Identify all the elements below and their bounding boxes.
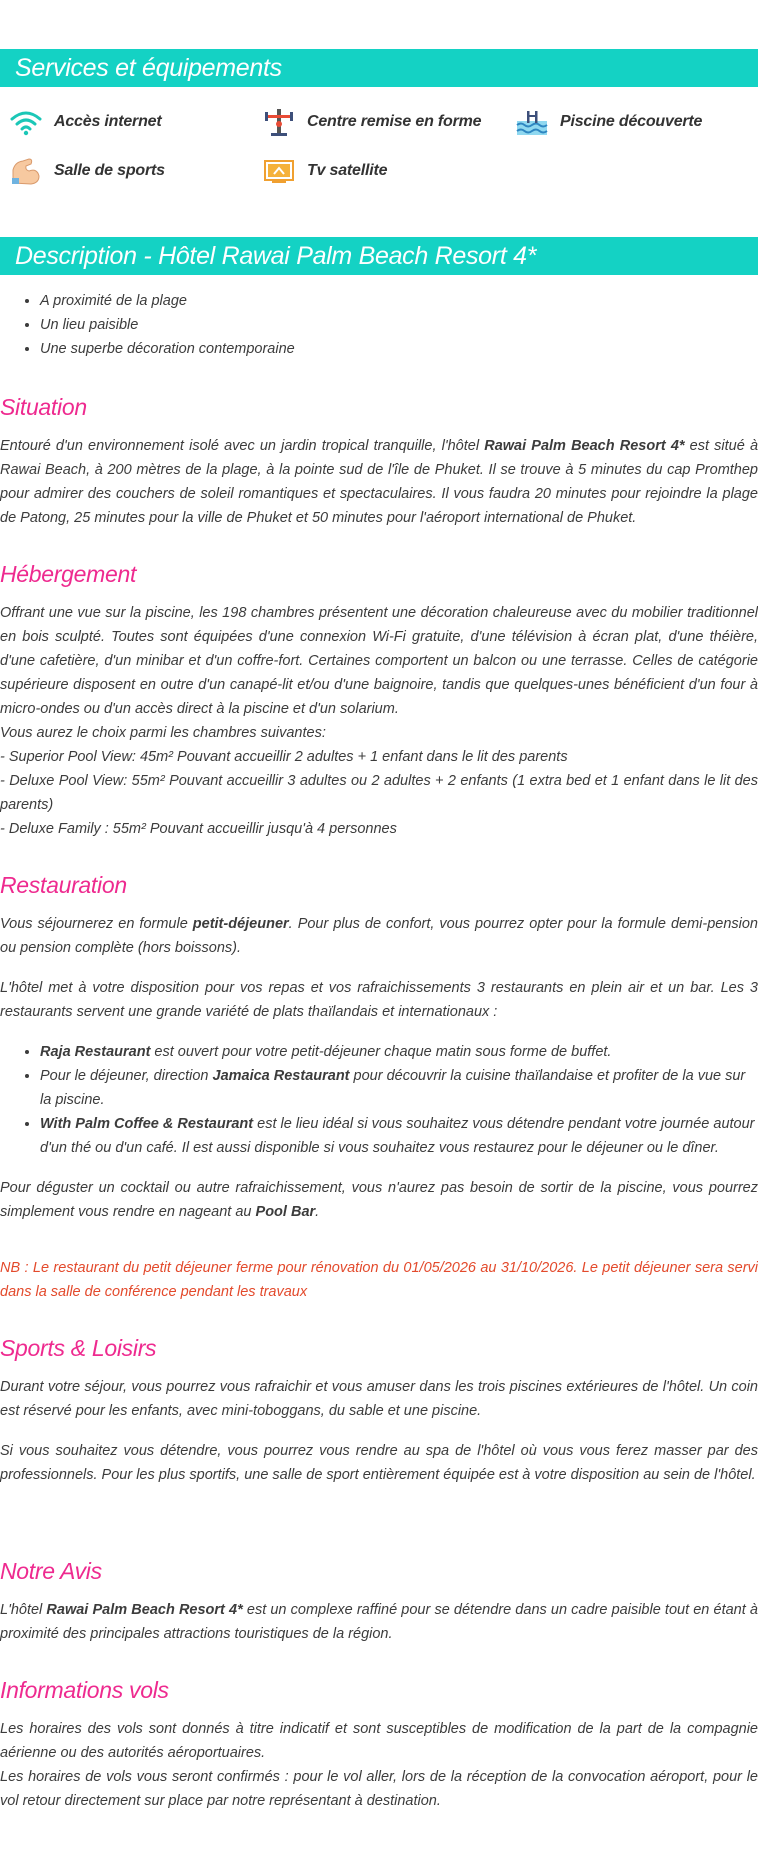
situation-text: Entouré d'un environnement isolé avec un jardin tropical tranquille, l'hôtel Rawai Palm Beach Resort 4* est situé à Rawai Beach, à 200 mètres de la plage, à la pointe sud de l'île de Phuket. Il se trouve à 5 minutes du cap Promthep pour admirer des couchers de soleil romantiques et spectaculaires. Il vous faudra 20 minutes pour rejoindre la plage de Patong, 25 minutes pour la ville de Phuket et 50 minutes pour l'aéroport international de Phuket. <box>0 438 758 526</box>
service-label: Centre remise en forme <box>307 113 482 130</box>
sports-text-2: Si vous souhaitez vous détendre, vous pourrez vous rendre au spa de l'hôtel où vous vous ferez masser par des professionnels. Pour les plus sportifs, une salle de sport entièrement équipée est à votre disposition au sein de l'hôtel. <box>0 1443 758 1483</box>
restaurant-list <box>0 1040 758 1160</box>
vols-heading: Informations vols <box>0 1677 169 1703</box>
service-item-fitness <box>262 107 481 137</box>
pool-icon <box>515 107 549 137</box>
services-banner <box>0 49 758 87</box>
highlights-list <box>0 289 758 361</box>
list-item: • Un lieu paisible <box>40 313 758 337</box>
muscle-arm-icon <box>9 156 43 186</box>
sports-section <box>0 1333 758 1487</box>
satellite-tv-icon <box>262 156 296 186</box>
list-item: • A proximité de la plage <box>40 289 758 313</box>
hebergement-section <box>0 559 758 841</box>
service-label: Salle de sports <box>54 162 165 179</box>
services-title: Services et équipements <box>15 54 282 82</box>
fitness-icon <box>262 107 296 137</box>
hebergement-text: Offrant une vue sur la piscine, les 198 chambres présentent une décoration chaleureuse avec du mobilier traditionnel en bois sculpté. Toutes sont équipées d'une connexion Wi-Fi gratuite, d'une télévision à écran plat, d'une théière, d'une cafetière, d'un minibar et d'un coffre-fort. Certaines comportent un balcon ou une terrasse. Celles de catégorie supérieure disposent en outre d'un canapé-lit et/ou d'une baignoire, tandis que quelques-unes bénéficient d'un four à micro-ondes ou d'un accès direct à la piscine et d'un solarium. <box>0 605 758 717</box>
restauration-nb: NB : Le restaurant du petit déjeuner ferme pour rénovation du 01/05/2026 au 31/10/2026. Le petit déjeuner sera servi dans la salle de conférence pendant les travaux <box>0 1260 758 1300</box>
sports-text: Durant votre séjour, vous pourrez vous rafraichir et vous amuser dans les trois piscines extérieures de l'hôtel. Un coin est réservé pour les enfants, avec mini-toboggans, du sable et une piscine. <box>0 1379 758 1419</box>
service-item-tv <box>262 156 387 186</box>
hebergement-line: - Superior Pool View: 45m² Pouvant accueillir 2 adultes + 1 enfant dans le lit des parents <box>0 749 568 765</box>
sports-heading: Sports & Loisirs <box>0 1335 157 1361</box>
service-item-gym <box>9 156 165 186</box>
service-label: Tv satellite <box>307 162 388 179</box>
service-label: Accès internet <box>54 113 162 130</box>
restauration-text-3: Pour déguster un cocktail ou autre rafraichissement, vous n'aurez pas besoin de sortir de la piscine, vous pourrez simplement vous rendre en nageant au Pool Bar. <box>0 1180 758 1220</box>
avis-section <box>0 1556 758 1646</box>
restauration-text-2: L'hôtel met à votre disposition pour vos repas et vos rafraichissements 3 restaurants en plein air et un bar. Les 3 restaurants servent une grande variété de plats thaïlandais et internationaux : <box>0 980 758 1020</box>
list-item: • With Palm Coffee & Restaurant est le lieu idéal si vous souhaitez vous détendre pendant votre journée autour d'un thé ou d'un café. Il est aussi disponible si vous souhaitez vous restaurez pour le déjeuner ou le dîner. <box>40 1112 758 1160</box>
vols-section <box>0 1675 758 1813</box>
avis-text: L'hôtel Rawai Palm Beach Resort 4* est un complexe raffiné pour se détendre dans un cadre paisible tout en étant à proximité des principales attractions touristiques de la région. <box>0 1602 758 1642</box>
situation-heading: Situation <box>0 394 87 420</box>
restauration-text: Vous séjournerez en formule petit-déjeuner. Pour plus de confort, vous pourrez opter pour la formule demi-pension ou pension complète (hors boissons). <box>0 916 758 956</box>
vols-text: Les horaires des vols sont donnés à titre indicatif et sont susceptibles de modification de la part de la compagnie aérienne ou des autorités aéroportuaires. <box>0 1721 758 1761</box>
list-item: • Pour le déjeuner, direction Jamaica Restaurant pour découvrir la cuisine thaïlandaise et profiter de la vue sur la piscine. <box>40 1064 758 1112</box>
situation-section <box>0 392 758 530</box>
restauration-section <box>0 870 758 1304</box>
hebergement-line: - Deluxe Pool View: 55m² Pouvant accueillir 3 adultes ou 2 adultes + 2 enfants (1 extra bed et 1 enfant dans le lit des parents) <box>0 773 758 813</box>
avis-heading: Notre Avis <box>0 1558 102 1584</box>
services-list <box>0 87 758 199</box>
list-item: • Raja Restaurant est ouvert pour votre petit-déjeuner chaque matin sous forme de buffet. <box>40 1040 758 1064</box>
vols-text-2: Les horaires de vols vous seront confirmés : pour le vol aller, lors de la réception de la convocation aéroport, pour le vol retour directement sur place par notre représentant à destination. <box>0 1769 758 1809</box>
hebergement-line: - Deluxe Family : 55m² Pouvant accueillir jusqu'à 4 personnes <box>0 821 397 837</box>
service-item-pool <box>515 107 702 137</box>
description-banner <box>0 237 758 275</box>
restauration-heading: Restauration <box>0 872 127 898</box>
service-item-internet <box>9 107 161 137</box>
hebergement-line: Vous aurez le choix parmi les chambres suivantes: <box>0 725 326 741</box>
list-item: • Une superbe décoration contemporaine <box>40 337 758 361</box>
description-title: Description - Hôtel Rawai Palm Beach Resort 4* <box>15 242 537 270</box>
wifi-icon <box>9 107 43 137</box>
hebergement-heading: Hébergement <box>0 561 137 587</box>
service-label: Piscine découverte <box>560 113 703 130</box>
